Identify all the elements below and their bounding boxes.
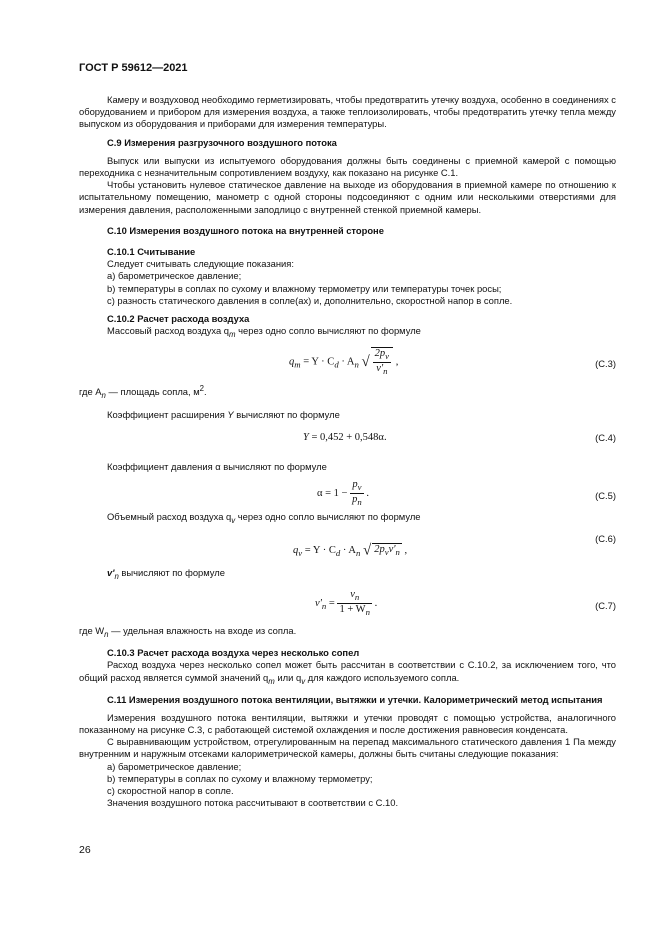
- paragraph-c11-2: С выравнивающим устройством, отрегулированным на перепад максимального статического давления 1 Па между внутренним и наружным отсеками калориметрической камеры, должны быть считаны следующие показания:: [79, 736, 616, 760]
- list-item: с) разность статического давления в сопле(ах) и, дополнительно, скоростной напор в сопле.: [107, 294, 513, 306]
- equation-c7: [79, 589, 616, 625]
- paragraph-c9-2: Чтобы установить нулевое статическое давление на выходе из оборудования в приемной камере по отношению к испытательному помещению, манометр с одной стороны подсоединяют с одним или несколькими отверстиями для измерения давления, расположенными заподлицо с внутренней стенкой приемной камеры.: [79, 179, 616, 215]
- definition-wn: где $W_n$ — удельная влажность на входе из сопла.: [79, 625, 297, 639]
- list-item: с) скоростной напор в сопле.: [107, 785, 234, 797]
- paragraph-c101-intro: Следует считывать следующие показания:: [107, 258, 294, 270]
- paragraph-c11-3: Значения воздушного потока рассчитывают в соответствии с С.10.: [107, 797, 399, 809]
- list-item: а) барометрическое давление;: [107, 760, 242, 772]
- paragraph-y-intro: Коэффициент расширения Y вычисляют по формуле: [107, 408, 340, 420]
- equation-c7-number: (С.7): [595, 600, 616, 612]
- paragraph-c11-1: Измерения воздушного потока вентиляции, вытяжки и утечки проводят с помощью устройства, аналогичного показанному на рисунке С.3, с работающей системой охлаждения и после достижения равновесия конденсата.: [79, 711, 616, 736]
- definition-an: где $A_n$ — площадь сопла, $м^2$.: [79, 384, 207, 401]
- paragraph-sealing: Камеру и воздуховод необходимо герметизировать, чтобы предотвратить утечку воздуха, особенно в соединениях с оборудованием и прибором для измерения воздуха, а также теплоизолировать, чтобы предотвратить утечку тепла между выпуском из оборудования и приборами для измерения температуры.: [79, 94, 616, 130]
- section-c102-heading: С.10.2 Расчет расхода воздуха: [107, 313, 250, 325]
- paragraph-c9-1: Выпуск или выпуски из испытуемого оборудования должны быть соединены с приемной камерой с помощью переходника с незначительным сопротивлением воздуху, как показано на рисунке С.1.: [79, 154, 616, 179]
- paragraph-qv-intro: Объемный расход воздуха $q_v$ через одно сопло вычисляют по формуле: [107, 510, 421, 525]
- list-item: b) температуры в соплах по сухому и влажному термометру или температуры точек росы;: [107, 282, 502, 294]
- section-c103-heading: С.10.3 Расчет расхода воздуха через несколько сопел: [107, 647, 360, 659]
- equation-c3-number: (С.3): [595, 358, 616, 370]
- paragraph-c103: Расход воздуха через несколько сопел может быть рассчитан в соответствии с С.10.2, за исключением того, что общий расход является суммой значений $q_m$ или $q_v$ для каждого используемого сопла.: [79, 659, 616, 686]
- section-c11-heading: С.11 Измерения воздушного потока вентиляции, вытяжки и утечки. Калориметрический метод испытания: [107, 693, 603, 705]
- page-number: 26: [79, 844, 91, 856]
- equation-c3: [79, 347, 616, 383]
- equation-c6: [79, 533, 616, 567]
- equation-c5-number: (С.5): [595, 489, 616, 501]
- equation-c5: [79, 479, 616, 511]
- list-item: а) барометрическое давление;: [107, 270, 242, 282]
- equation-c6-number: (С.6): [595, 533, 616, 545]
- list-item: b) температуры в соплах по сухому и влажному термометру;: [107, 772, 373, 784]
- standard-header: ГОСТ Р 59612—2021: [79, 62, 188, 74]
- section-c9-heading: С.9 Измерения разгрузочного воздушного потока: [107, 136, 337, 148]
- equation-c7-expression: $v'_n$ = $\frac{v_n}{1 + W_n}$ .: [315, 589, 378, 618]
- paragraph-alpha-intro: Коэффициент давления α вычисляют по формуле: [107, 460, 327, 472]
- equation-c3-expression: $q_m = Y \cdot C_d \cdot A_n$ √ $\frac{2p_v}{v'_n}$ ,: [289, 348, 399, 377]
- section-c10-heading: С.10 Измерения воздушного потока на внутренней стороне: [107, 224, 384, 236]
- equation-c4-number: (С.4): [595, 431, 616, 443]
- equation-c6-expression: $q_v = Y \cdot C_d \cdot A_n$ √ $2p_vv'_n$ ,: [293, 542, 408, 559]
- equation-c4: [79, 429, 616, 455]
- equation-c5-expression: α = 1 − $\frac{p_v}{p_n}$ .: [317, 478, 369, 508]
- paragraph-vn-intro: $v'_n$ вычисляют по формуле: [107, 567, 225, 581]
- paragraph-c102-intro: Массовый расход воздуха $q_m$ через одно сопло вычисляют по формуле: [107, 325, 421, 340]
- equation-c4-expression: Y = 0,452 + 0,548α.: [303, 431, 387, 443]
- section-c101-heading: С.10.1 Считывание: [107, 246, 196, 258]
- document-body: [79, 94, 616, 809]
